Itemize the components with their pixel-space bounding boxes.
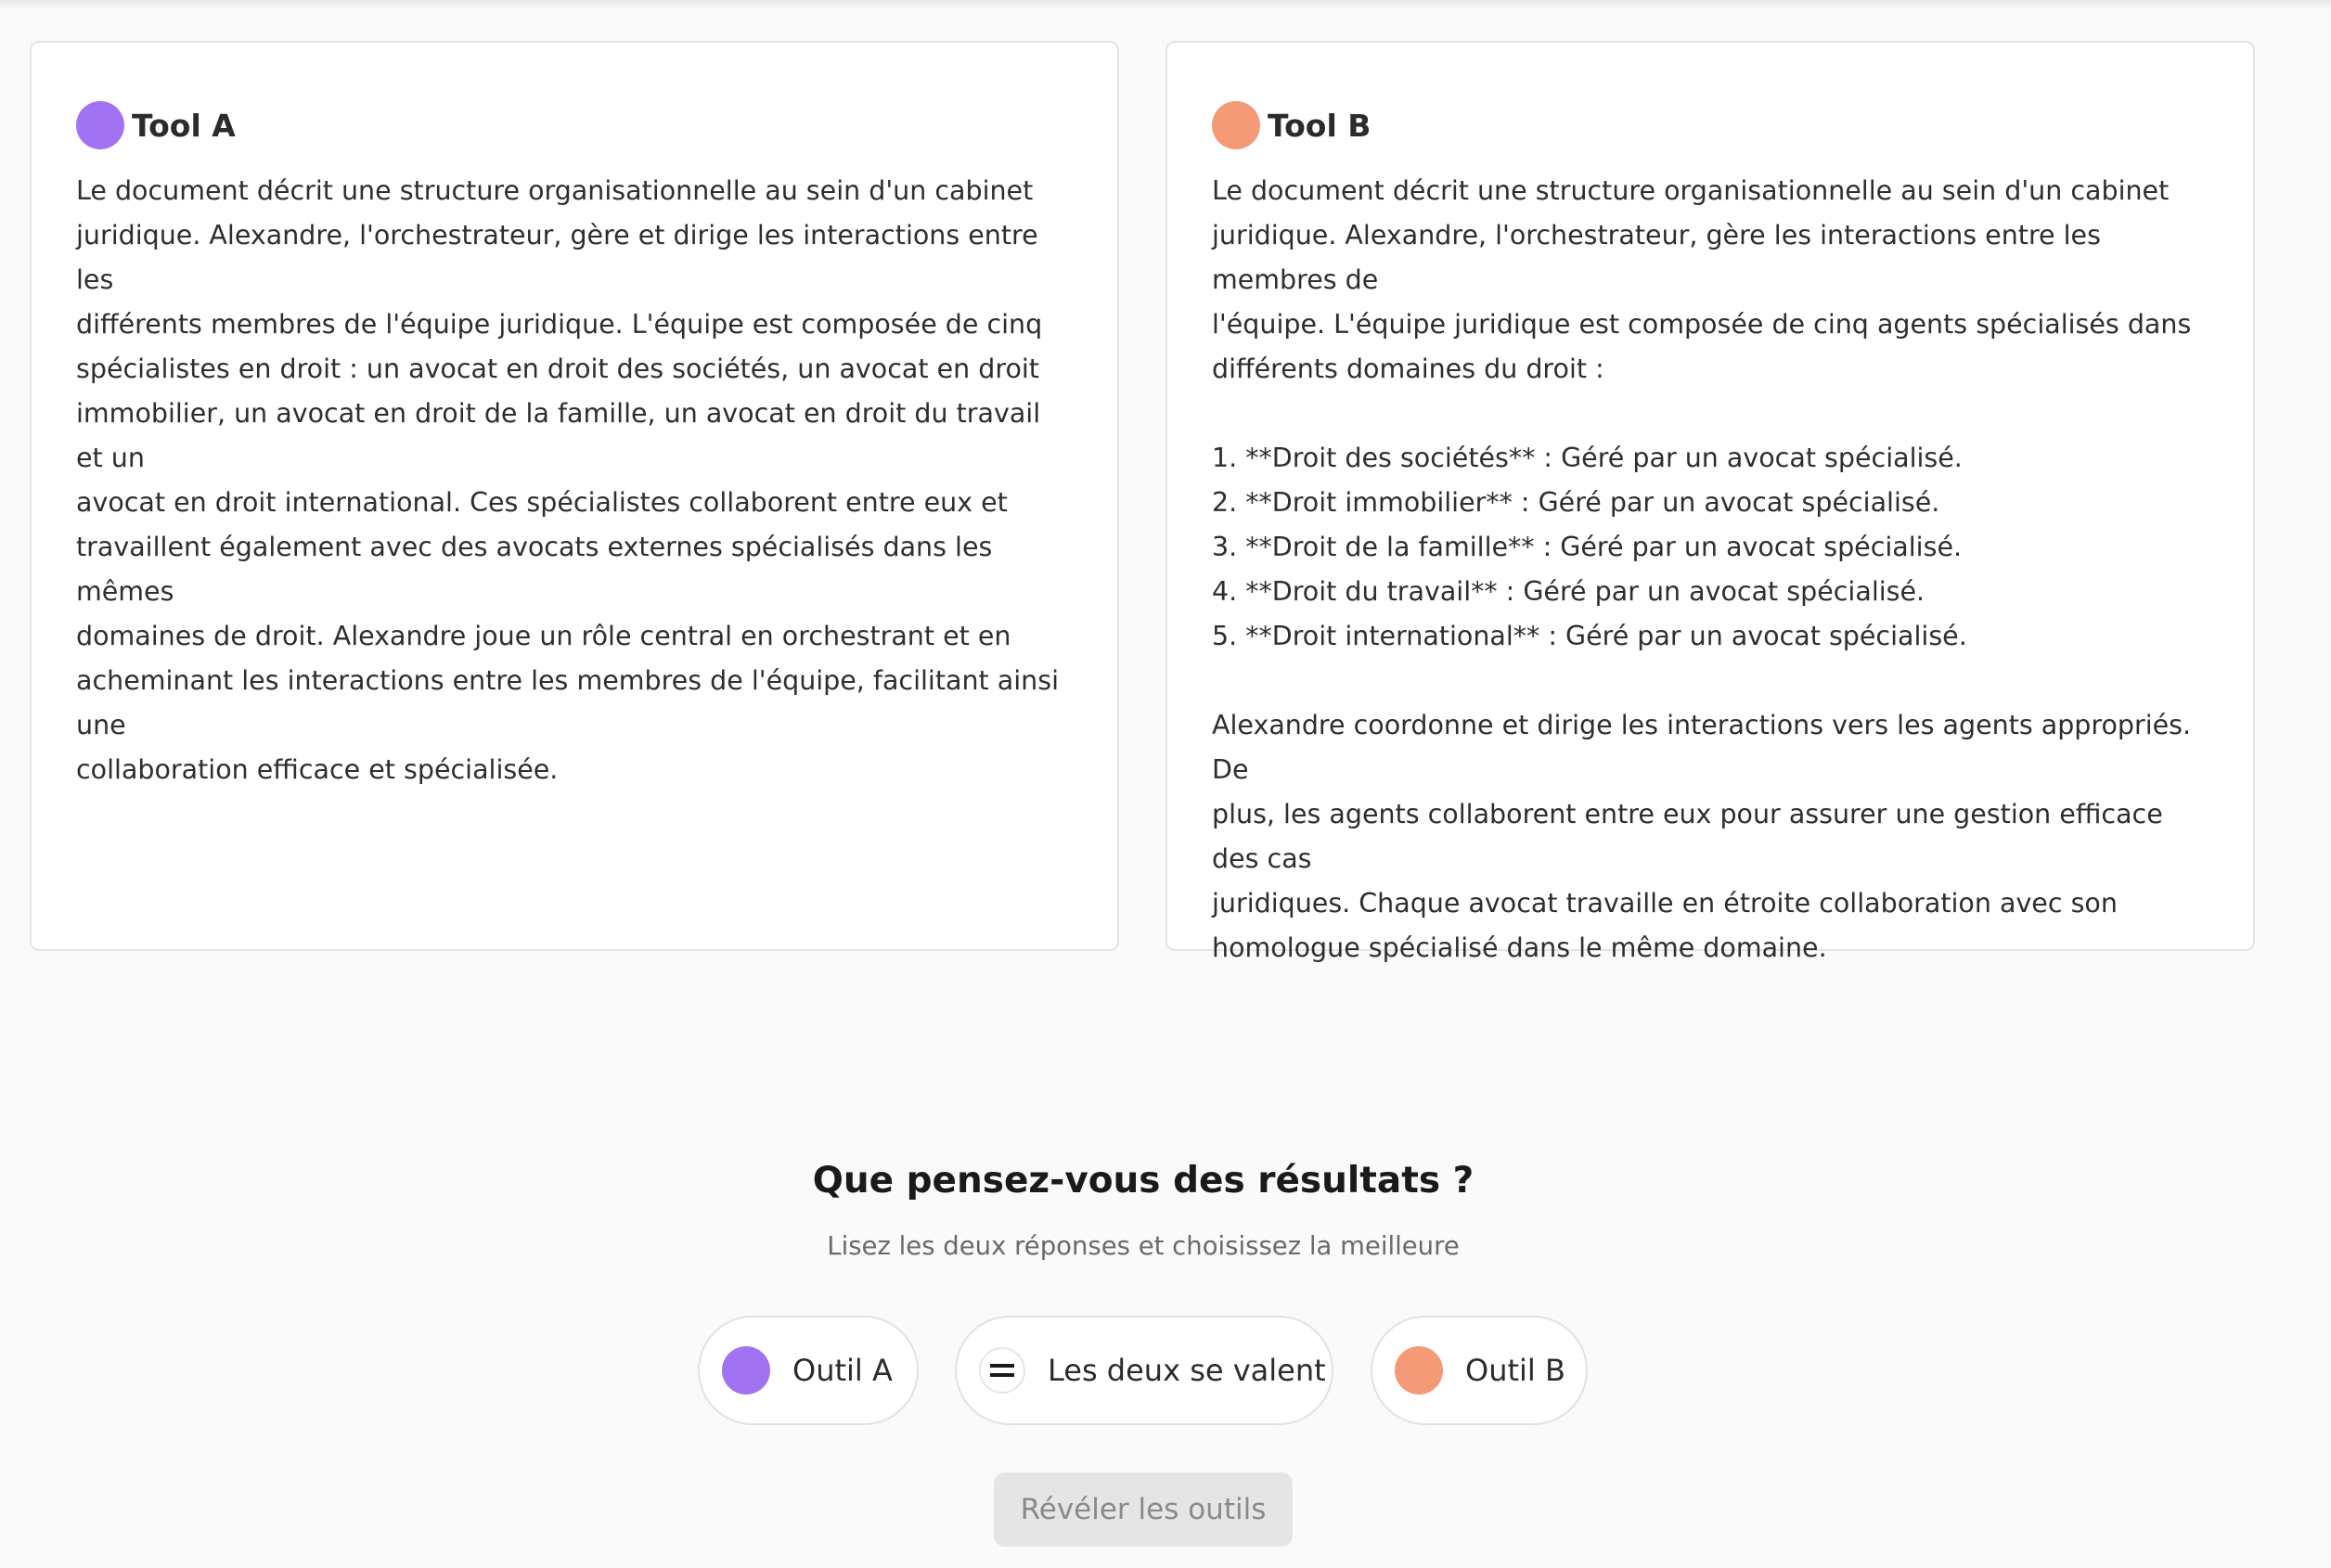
tool-a-color-dot-icon (722, 1346, 770, 1394)
tool-b-header (1212, 100, 2209, 150)
choose-tool-a-button[interactable] (698, 1316, 919, 1425)
tool-b-title: Tool B (1268, 107, 1372, 144)
equals-icon (979, 1347, 1025, 1394)
tool-b-response-text: Le document décrit une structure organisationnelle au sein d'un cabinet juridique. Alexandre, l'orchestrateur, gère les interactions entre les membres de l'équipe. L'équipe juridique est composée de cinq agents spécialisés dans différents domaines du droit : 1. **Droit des sociétés** : Géré par un avocat spécialisé. 2. **Droit immobilier** : Géré par un avocat spécialisé. 3. **Droit de la famille** : Géré par un avocat spécialisé. 4. **Droit du travail** : Géré par un avocat spécialisé. 5. **Droit international** : Géré par un avocat spécialisé. Alexandre coordonne et dirige les interactions vers les agents appropriés. De plus, les agents collaborent entre eux pour assurer une gestion efficace des cas juridiques. Chaque avocat travaille en étroite collaboration avec son homologue spécialisé dans le même domaine. (1212, 175, 2192, 963)
tool-a-response-text: Le document décrit une structure organisationnelle au sein d'un cabinet juridique. Alexandre, l'orchestrateur, gère et dirige les interactions entre les différents membres de l'équipe juridique. L'équipe est composée de cinq spécialistes en droit : un avocat en droit des sociétés, un avocat en droit immobilier, un avocat en droit de la famille, un avocat en droit du travail et un avocat en droit international. Ces spécialistes collaborent entre eux et travaillent également avec des avocats externes spécialisés dans les mêmes domaines de droit. Alexandre joue un rôle central en orchestrant et en acheminant les interactions entre les membres de l'équipe, facilitant ainsi une collaboration efficace et spécialisée. (76, 175, 1059, 785)
tool-a-title: Tool A (132, 107, 236, 144)
feedback-question: Que pensez-vous des résultats ? (812, 1160, 1475, 1202)
tool-b-color-dot-icon (1212, 101, 1260, 149)
tool-a-header (76, 100, 1073, 150)
top-bar-shadow (0, 0, 2331, 9)
choose-tool-b-label: Outil B (1465, 1353, 1565, 1388)
tool-b-color-dot-icon (1395, 1346, 1443, 1394)
choose-tool-a-label: Outil A (792, 1353, 893, 1388)
choose-equal-label: Les deux se valent (1048, 1353, 1326, 1388)
choose-tool-b-button[interactable] (1371, 1316, 1588, 1425)
tool-a-color-dot-icon (76, 101, 124, 149)
reveal-tools-button[interactable]: Révéler les outils (994, 1472, 1293, 1547)
feedback-subtitle: Lisez les deux réponses et choisissez la meilleure (827, 1231, 1460, 1261)
tool-b-response-card (1166, 41, 2255, 963)
choose-equal-button[interactable] (955, 1316, 1333, 1425)
tool-a-response-card (30, 41, 1119, 951)
